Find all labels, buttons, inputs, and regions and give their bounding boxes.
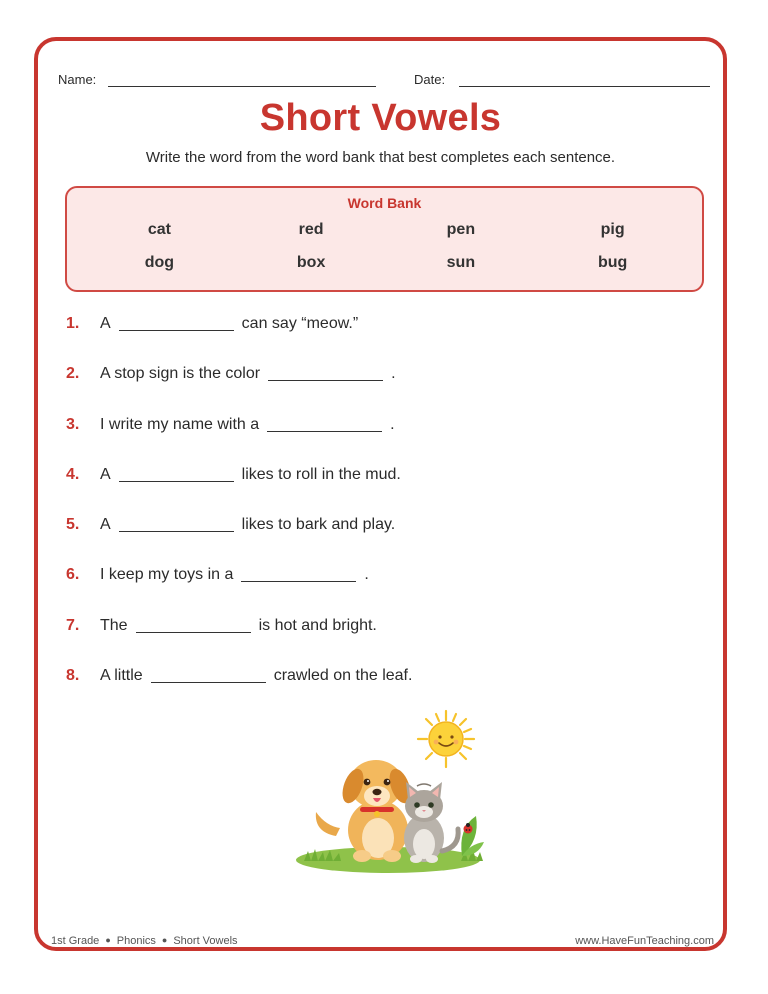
answer-blank[interactable] [136, 616, 251, 633]
question-text-after: likes to bark and play. [241, 516, 396, 534]
question-text-after: . [364, 566, 369, 584]
question-list [66, 314, 703, 716]
answer-blank[interactable] [119, 515, 234, 532]
answer-blank[interactable] [119, 314, 234, 331]
question-number: 7. [66, 616, 80, 634]
worksheet-page [34, 37, 727, 951]
bullet-separator: ● [105, 935, 111, 945]
answer-blank[interactable] [267, 415, 382, 432]
question-number: 2. [66, 365, 80, 383]
word-bank-word: cat [147, 221, 171, 238]
question-text-after: . [390, 415, 395, 433]
bullet-separator: ● [161, 935, 168, 945]
word-bank-word: pig [600, 221, 625, 238]
footer-website[interactable]: www.HaveFunTeaching.com [575, 935, 714, 947]
footer-grade: 1st Grade [51, 935, 100, 947]
word-bank-word: dog [144, 254, 175, 271]
footer-subject: Phonics [116, 935, 156, 947]
question-text-before: A little [100, 667, 143, 685]
word-bank-word: bug [597, 254, 628, 271]
question-text-before: I write my name with a [100, 415, 260, 433]
question-text-after: is hot and bright. [258, 616, 377, 634]
question-text-before: The [100, 616, 128, 634]
date-label: Date: [414, 72, 446, 87]
footer-breadcrumb [51, 935, 238, 947]
word-bank-title: Word Bank [347, 195, 422, 211]
answer-blank[interactable] [119, 465, 234, 482]
word-bank-word: sun [446, 254, 476, 271]
question-number: 1. [66, 315, 80, 332]
question-text-before: A [100, 465, 111, 483]
question-text-after: crawled on the leaf. [273, 667, 413, 685]
word-bank-word: box [296, 254, 326, 271]
question-number: 8. [66, 667, 80, 685]
question-number: 3. [66, 415, 80, 433]
question-item [66, 666, 703, 686]
name-date-row [58, 71, 703, 91]
question-text-before: A [100, 516, 111, 534]
question-item [66, 465, 703, 485]
question-item [66, 364, 703, 384]
name-label: Name: [58, 72, 97, 87]
date-field[interactable] [459, 86, 710, 87]
question-text-before: A [100, 315, 111, 332]
question-item [66, 616, 703, 636]
question-text-after: . [391, 365, 396, 383]
puppy-kitten-illustration [286, 706, 486, 881]
instructions: Write the word from the word bank that best completes each sentence. [145, 149, 616, 166]
question-text-after: likes to roll in the mud. [241, 465, 401, 483]
word-bank [65, 186, 704, 292]
word-bank-word: red [298, 221, 324, 238]
answer-blank[interactable] [241, 565, 356, 582]
answer-blank[interactable] [268, 364, 383, 381]
name-field[interactable] [108, 86, 376, 87]
leaf-icon [461, 816, 484, 856]
question-text-after: can say “meow.” [241, 315, 359, 332]
word-bank-grid [67, 220, 702, 272]
question-item [66, 415, 703, 435]
answer-blank[interactable] [151, 666, 266, 683]
question-number: 5. [66, 516, 80, 534]
question-number: 6. [66, 566, 80, 584]
question-text-before: I keep my toys in a [100, 566, 234, 584]
question-item [66, 515, 703, 535]
sun-icon [418, 711, 474, 767]
worksheet-title: Short Vowels [259, 97, 502, 139]
footer-topic: Short Vowels [173, 935, 238, 947]
question-text-before: A stop sign is the color [100, 365, 261, 383]
question-item [66, 314, 703, 334]
question-number: 4. [66, 465, 80, 483]
question-item [66, 565, 703, 585]
puppy-icon [316, 760, 415, 862]
word-bank-word: pen [446, 221, 476, 238]
